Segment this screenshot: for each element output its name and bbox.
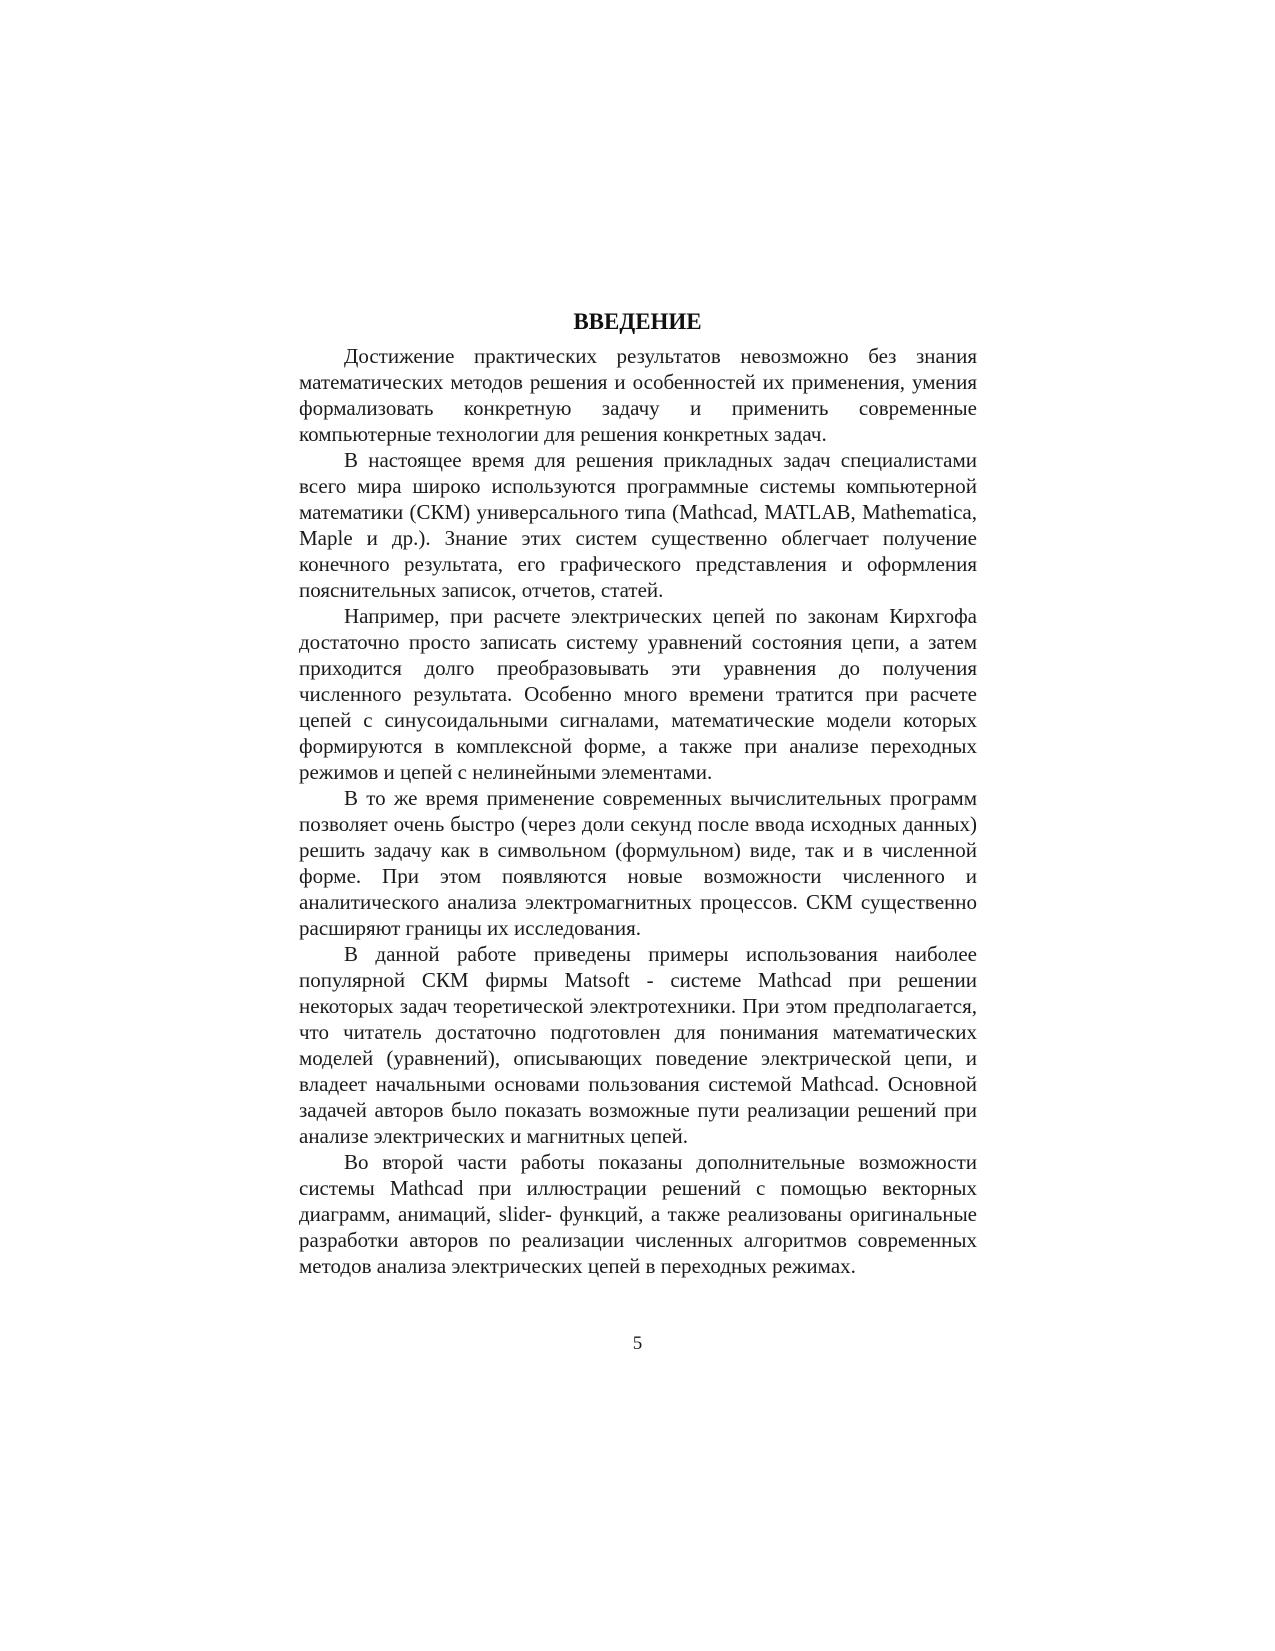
paragraph: В то же время применение современных вычислительных программ позволяет очень быстро (через доли секунд после ввода исходных данных) решить задачу как в символьном (формульном) виде, так и в численной форме. При этом появляются новые возможности численного и аналитического анализа электромагнитных процессов. СКМ существенно расширяют границы их исследования.: [299, 786, 977, 940]
paragraph: Достижение практических результатов невозможно без знания математических методов решения и особенностей их применения, умения формализовать конкретную задачу и применить современные компьютерные технологии для решения конкретных задач.: [299, 344, 977, 446]
page-title: ВВЕДЕНИЕ: [573, 309, 702, 334]
page-number: 5: [632, 1333, 643, 1354]
paragraph: В данной работе приведены примеры использования наиболее популярной СКМ фирмы Matsoft - системе Mathcad при решении некоторых задач теоретической электротехники. При этом предполагается, что читатель достаточно подготовлен для понимания математических моделей (уравнений), описывающих поведение электрической цепи, и владеет начальными основами пользования системой Mathcad. Основной задачей авторов было показать возможные пути реализации решений при анализе электрических и магнитных цепей.: [299, 942, 977, 1148]
paragraph: В настоящее время для решения прикладных задач специалистами всего мира широко используются программные системы компьютерной математики (СКМ) универсального типа (Mathcad, MATLAB, Mathematica, Maple и др.). Знание этих систем существенно облегчает получение конечного результата, его графического представления и оформления пояснительных записок, отчетов, статей.: [299, 448, 977, 602]
paragraph: Например, при расчете электрических цепей по законам Кирхгофа достаточно просто записать систему уравнений состояния цепи, а затем приходится долго преобразовывать эти уравнения до получения численного результата. Особенно много времени тратится при расчете цепей с синусоидальными сигналами, математические модели которых формируются в комплексной форме, а также при анализе переходных режимов и цепей с нелинейными элементами.: [299, 604, 977, 784]
body-text: [299, 343, 977, 1279]
paragraph: Во второй части работы показаны дополнительные возможности системы Mathcad при иллюстрации решений с помощью векторных диаграмм, анимаций, slider- функций, а также реализованы оригинальные разработки авторов по реализации численных алгоритмов современных методов анализа электрических цепей в переходных режимах.: [299, 1150, 977, 1278]
